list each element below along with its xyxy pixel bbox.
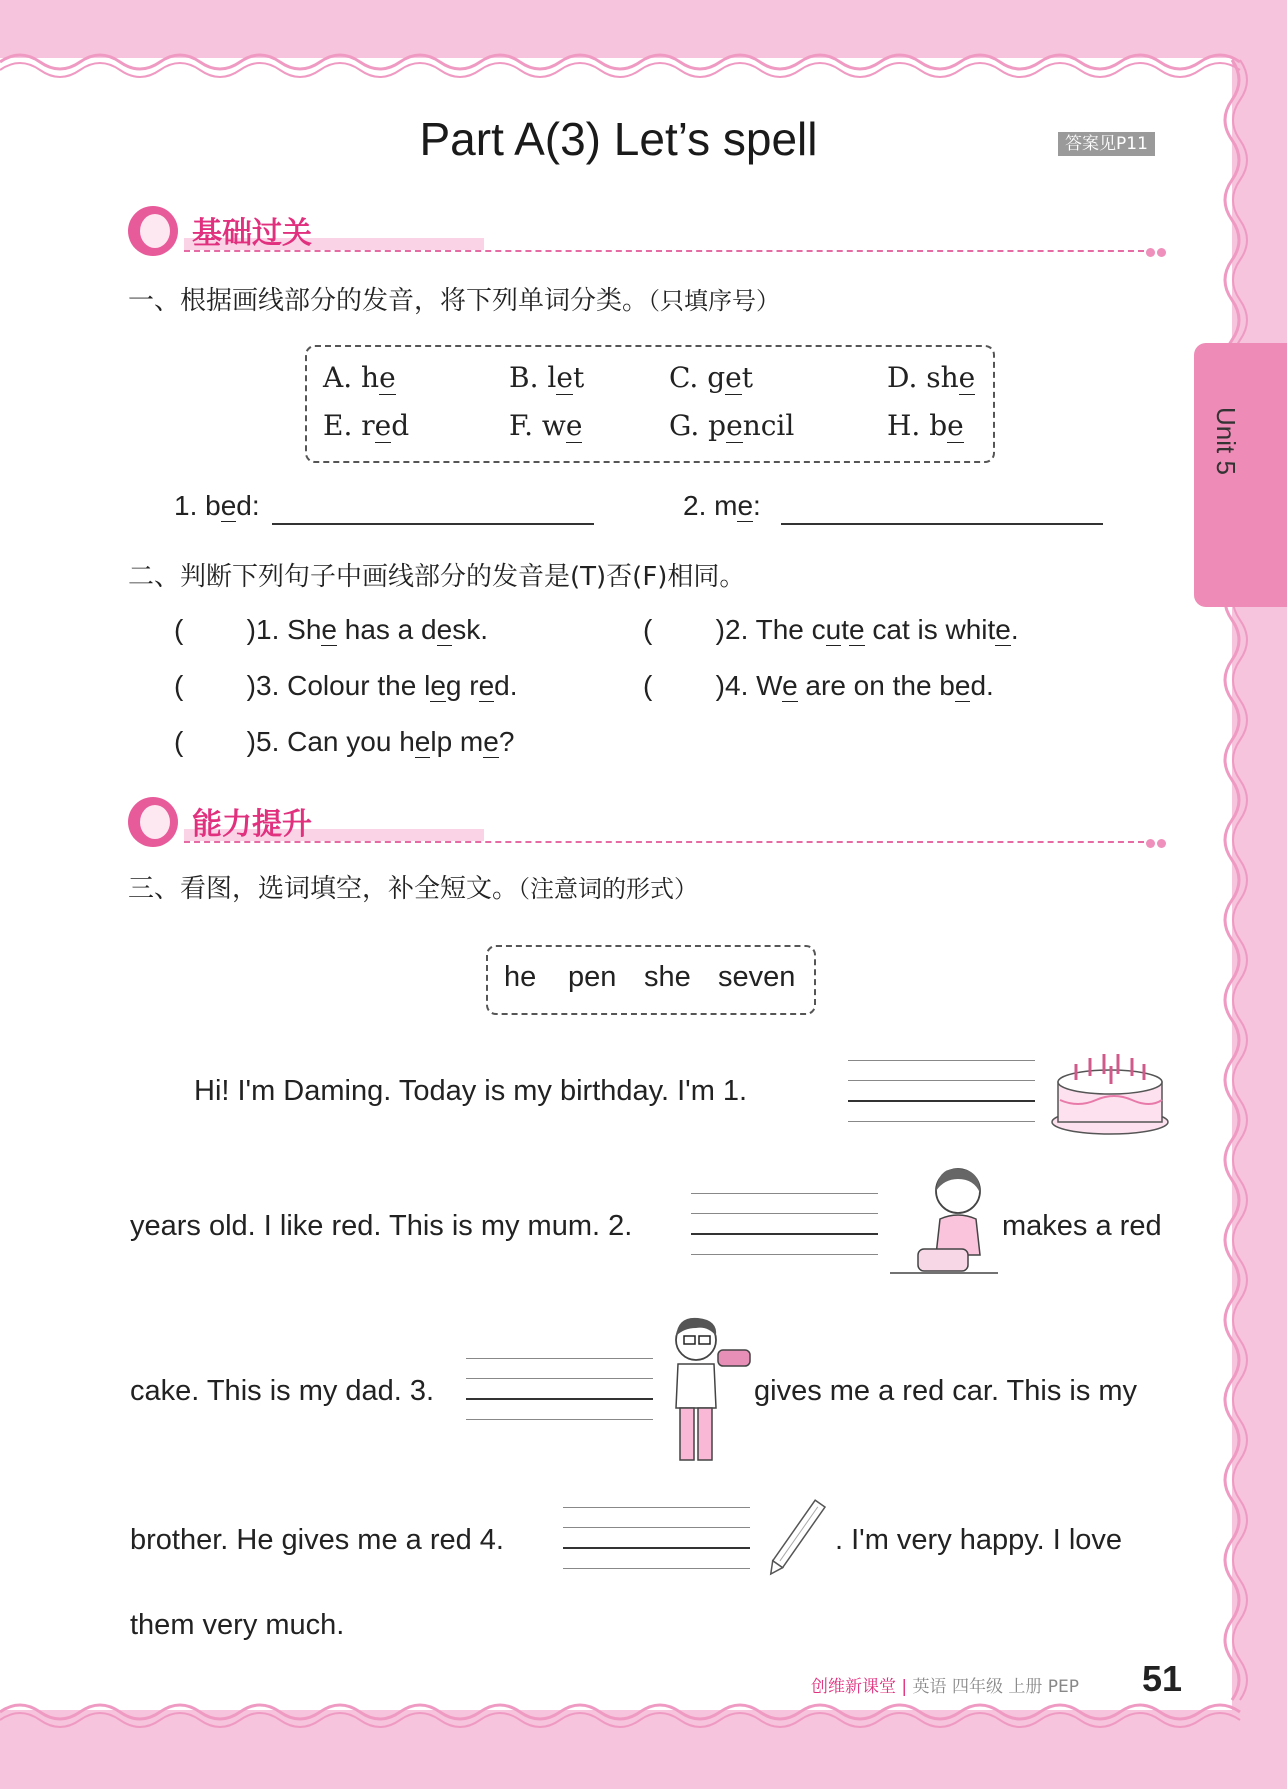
word-bank-item: she	[644, 961, 691, 993]
word-option	[887, 361, 975, 394]
option-text: h	[361, 361, 380, 394]
underlined-sound: e	[379, 361, 396, 394]
girl-mascot-icon	[128, 206, 178, 256]
q1-instruction-text: 一、根据画线部分的发音，将下列单词分类。	[128, 286, 649, 316]
sentence-text: sk.	[452, 614, 488, 645]
classify-blank-label: 2. me:	[683, 490, 761, 521]
mum-baking-icon	[888, 1163, 1006, 1285]
q2-instruction: 二、判断下列句子中画线部分的发音是(T)否(F)相同。	[128, 562, 746, 592]
option-text: ncil	[742, 409, 795, 442]
section-header-basic	[128, 202, 1168, 258]
item-number: 5.	[256, 726, 288, 757]
true-false-item	[643, 670, 994, 702]
answer-blank-2[interactable]	[691, 1193, 878, 1274]
item-number: 2.	[725, 614, 756, 645]
footer-subject: 英语 四年级 上册 PEP	[912, 1677, 1080, 1697]
page-title: Part A(3) Let’s spell	[419, 113, 818, 165]
sentence-text: g r	[445, 670, 479, 701]
option-text: d	[391, 409, 410, 442]
q1-note: （只填序号）	[648, 287, 781, 315]
q3-note: （注意词的形式）	[518, 875, 699, 903]
birthday-cake-icon	[1048, 1042, 1172, 1138]
boy-mascot-icon	[128, 797, 178, 847]
underlined-sound: e	[849, 614, 865, 645]
underlined-sound: e	[478, 670, 495, 701]
underlined-sound: e	[220, 490, 237, 521]
sentence-text: Can you h	[287, 726, 415, 757]
sentence-text: has a d	[336, 614, 437, 645]
sentence-text: d.	[970, 670, 994, 701]
sentence-text: Sh	[287, 614, 322, 645]
option-letter: C.	[669, 361, 708, 394]
section-header-advanced	[128, 793, 1168, 849]
q1-instruction	[128, 280, 780, 317]
sentence-text: t	[841, 614, 850, 645]
footer-brand: 创维新课堂 | 英语 四年级 上册 PEP	[811, 1677, 1080, 1697]
underlined-sound: e	[725, 361, 742, 394]
underlined-sound: e	[430, 670, 446, 701]
sentence-text: W	[756, 670, 783, 701]
option-letter: G.	[669, 409, 709, 442]
item-number: 3.	[256, 670, 288, 701]
option-text: p	[708, 409, 727, 442]
word-option	[669, 361, 753, 394]
item-number: 4.	[725, 670, 757, 701]
sentence-text: .	[1010, 614, 1019, 645]
word-option	[669, 409, 794, 442]
option-text: g	[707, 361, 726, 394]
answer-parentheses[interactable]: ( )	[174, 726, 256, 757]
word-option	[323, 361, 396, 394]
option-text: w	[541, 409, 566, 442]
story-line-2: years old. I like red. This is my mum. 2.	[130, 1210, 633, 1242]
true-false-item	[174, 726, 514, 758]
q3-instruction-text: 三、看图，选词填空，补全短文。	[128, 874, 519, 904]
sentence-text: cat is whit	[864, 614, 996, 645]
story-line-3: cake. This is my dad. 3.	[130, 1375, 435, 1407]
underlined-sound: e	[565, 409, 583, 442]
unit-tab	[1194, 343, 1287, 607]
section-label: 能力提升	[192, 807, 312, 842]
decorative-dots-icon	[1146, 242, 1168, 261]
answer-blank-3[interactable]	[466, 1358, 653, 1439]
story-line-2b: makes a red	[1002, 1210, 1162, 1242]
underlined-sound: e	[483, 726, 499, 757]
story-line-5: them very much.	[130, 1609, 345, 1641]
option-letter: H.	[887, 409, 930, 442]
underlined-sound: e	[374, 409, 392, 442]
word-bank-item: he	[504, 961, 537, 993]
option-text: sh	[926, 361, 959, 394]
underlined-sound: e	[782, 670, 798, 701]
underlined-sound: e	[556, 361, 573, 394]
sentence-text: are on the b	[797, 670, 955, 701]
underlined-sound: e	[995, 614, 1011, 645]
dad-with-toy-car-icon	[660, 1310, 756, 1470]
classify-answer-line[interactable]	[781, 523, 1103, 525]
option-text: t	[572, 361, 585, 394]
option-letter: B.	[509, 361, 548, 394]
word-bank-item: pen	[568, 961, 617, 993]
underlined-sound: e	[436, 614, 453, 645]
story-line-3b: gives me a red car. This is my	[754, 1375, 1138, 1407]
option-letter: A.	[323, 361, 362, 394]
sentence-text: Colour the l	[287, 670, 431, 701]
true-false-item	[174, 614, 488, 646]
option-text: r	[361, 409, 375, 442]
sentence-text: d.	[494, 670, 518, 701]
page-number: 51	[1142, 1658, 1183, 1699]
story-line-4: brother. He gives me a red 4.	[130, 1524, 504, 1556]
underlined-sound: e	[954, 670, 971, 701]
underlined-sound: e	[958, 361, 976, 394]
underlined-sound: u	[825, 614, 842, 645]
option-text: b	[929, 409, 948, 442]
answer-parentheses[interactable]: ( )	[174, 670, 256, 701]
answer-reference-badge: 答案见P11	[1058, 132, 1155, 156]
word-option	[887, 409, 964, 442]
sentence-text: ?	[498, 726, 515, 757]
sentence-text: lp m	[430, 726, 484, 757]
story-line-1: Hi! I'm Daming. Today is my birthday. I'm 1.	[194, 1075, 748, 1107]
underlined-sound: e	[737, 490, 754, 521]
answer-blank-1[interactable]	[848, 1060, 1035, 1141]
option-letter: F.	[509, 409, 542, 442]
underlined-sound: e	[414, 726, 431, 757]
unit-tab-label: Unit 5	[1211, 407, 1241, 475]
true-false-item	[643, 614, 1019, 646]
classify-answer-line[interactable]	[272, 523, 594, 525]
word-option	[509, 361, 584, 394]
answer-blank-4[interactable]	[563, 1507, 750, 1588]
decorative-dots-icon	[1146, 833, 1168, 852]
underlined-sound: e	[726, 409, 743, 442]
underlined-sound: e	[947, 409, 964, 442]
answer-parentheses[interactable]: ( )	[643, 670, 725, 701]
word-option	[323, 409, 409, 442]
option-text: l	[547, 361, 557, 394]
story-line-4b: . I'm very happy. I love	[835, 1524, 1123, 1556]
word-option	[509, 409, 582, 442]
true-false-item	[174, 670, 518, 702]
underlined-sound: e	[321, 614, 337, 645]
item-number: 1.	[256, 614, 288, 645]
q3-word-bank	[486, 945, 816, 1015]
option-letter: E.	[323, 409, 362, 442]
footer-brand-name: 创维新课堂	[811, 1677, 896, 1697]
section-label: 基础过关	[192, 216, 312, 251]
option-text: t	[741, 361, 754, 394]
section-dotted-rule	[184, 250, 1144, 252]
q1-word-box	[305, 345, 995, 463]
answer-parentheses[interactable]: ( )	[643, 614, 725, 645]
option-letter: D.	[887, 361, 927, 394]
answer-parentheses[interactable]: ( )	[174, 614, 256, 645]
section-dotted-rule	[184, 841, 1144, 843]
q3-instruction	[128, 868, 698, 905]
pen-icon	[760, 1492, 832, 1584]
sentence-text: The c	[755, 614, 826, 645]
classify-blank-label: 1. bed:	[174, 490, 260, 521]
word-bank-item: seven	[718, 961, 796, 993]
